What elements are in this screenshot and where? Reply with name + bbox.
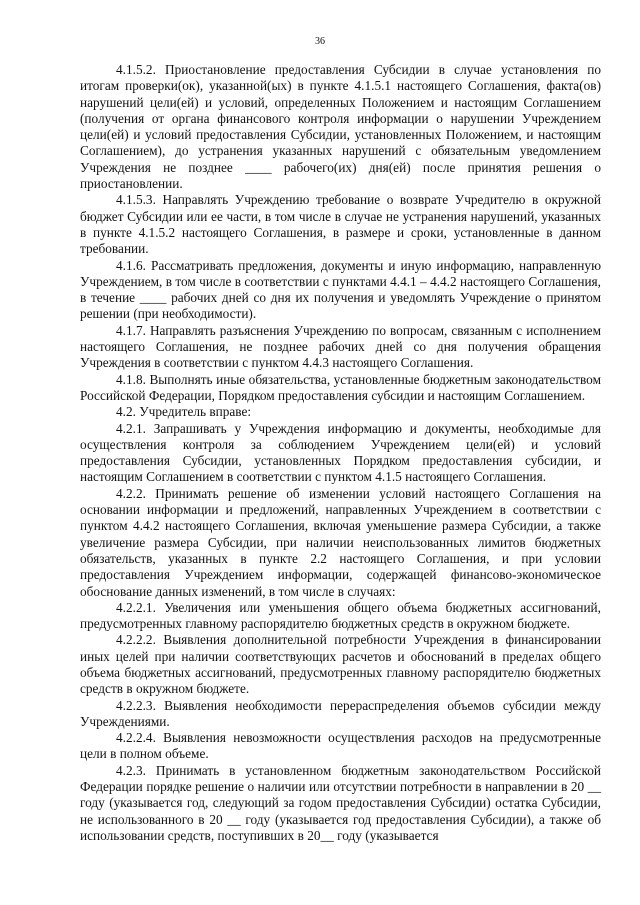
paragraph-4-2-2-1: 4.2.2.1. Увеличения или уменьшения общего объема бюджетных ассигнований, предусмотренных главному распорядителю бюджетных средств в окружном бюджете. bbox=[80, 599, 601, 632]
paragraph-4-2-1: 4.2.1. Запрашивать у Учреждения информацию и документы, необходимые для осуществления контроля за соблюдением Учреждением цели(ей) и условий предоставления Субсидии, установленных Порядком предоставления субсидии, и настоящим Соглашением в соответствии с пунктом 4.1.5 настоящего Соглашения. bbox=[80, 420, 601, 485]
paragraph-4-2-2-3: 4.2.2.3. Выявления необходимости перераспределения объемов субсидии между Учреждениями. bbox=[80, 697, 601, 729]
paragraph-4-1-6: 4.1.6. Рассматривать предложения, документы и иную информацию, направленную Учреждением, в том числе в соответствии с пунктами 4.4.1 – 4.4.2 настоящего Соглашения, в течение ____ рабочих дней со дня их получения и уведомлять Учреждение о принятом решении (при необходимости). bbox=[80, 257, 601, 322]
paragraph-4-2-3: 4.2.3. Принимать в установленном бюджетным законодательством Российской Федерации порядке решение о наличии или отсутствии потребности в направлении в 20 __ году (указывается год, следующий за годом предоставления Субсидии) остатка Субсидии, не использованного в 20 __ году (указывается год предоставления Субсидии), а также об использовании средств, поступивших в 20__ году (указывается bbox=[80, 762, 601, 843]
paragraph-4-2-2: 4.2.2. Принимать решение об изменении условий настоящего Соглашения на основании информации и предложений, направленных Учреждением в соответствии с пунктом 4.4.2 настоящего Соглашения, включая уменьшение размера Субсидии, а также увеличение размера Субсидии, при наличии неиспользованных лимитов бюджетных обязательств, указанных в пункте 2.2 настоящего Соглашения, и при условии предоставления Учреждением информации, содержащей финансово-экономическое обоснование данных изменений, в том числе в случаях: bbox=[80, 485, 601, 599]
paragraph-4-2-2-2: 4.2.2.2. Выявления дополнительной потребности Учреждения в финансировании иных целей при наличии соответствующих расчетов и обоснований в пределах общего объема бюджетных ассигнований, предусмотренных главному распорядителю бюджетных средств в окружном бюджете. bbox=[80, 632, 601, 697]
paragraph-4-2: 4.2. Учредитель вправе: bbox=[116, 404, 252, 420]
paragraph-4-1-5-2: 4.1.5.2. Приостановление предоставления Субсидии в случае установления по итогам проверки(ок), указанной(ых) в пункте 4.1.5.1 настоящего Соглашения, факта(ов) нарушений цели(ей) и условий, определенных Положением и настоящим Соглашением (получения от органа финансового контроля информации о нарушении Учреждением цели(ей) и условий предоставления Субсидии, установленных Положением, и настоящим Соглашением), до устранения указанных нарушений с обязательным уведомлением Учреждения не позднее ____ рабочего(их) дня(ей) после принятия решения о приостановлении. bbox=[80, 62, 601, 192]
document-body bbox=[80, 62, 601, 844]
paragraph-4-2-2-4: 4.2.2.4. Выявления невозможности осуществления расходов на предусмотренные цели в полном объеме. bbox=[80, 730, 601, 762]
paragraph-4-1-8: 4.1.8. Выполнять иные обязательства, установленные бюджетным законодательством Российской Федерации, Порядком предоставления субсидии и настоящим Соглашением. bbox=[80, 371, 601, 403]
page-number: 36 bbox=[315, 36, 325, 47]
paragraph-4-1-5-3: 4.1.5.3. Направлять Учреждению требование о возврате Учредителю в окружной бюджет Субсидии или ее части, в том числе в случае не устранения нарушений, указанных в пункте 4.1.5.2 настоящего Соглашения, в размере и сроки, установленные в данном требовании. bbox=[80, 192, 601, 257]
paragraph-4-1-7: 4.1.7. Направлять разъяснения Учреждению по вопросам, связанным с исполнением настоящего Соглашения, не позднее рабочих дней со дня получения обращения Учреждения в соответствии с пунктом 4.4.3 настоящего Соглашения. bbox=[80, 322, 601, 371]
